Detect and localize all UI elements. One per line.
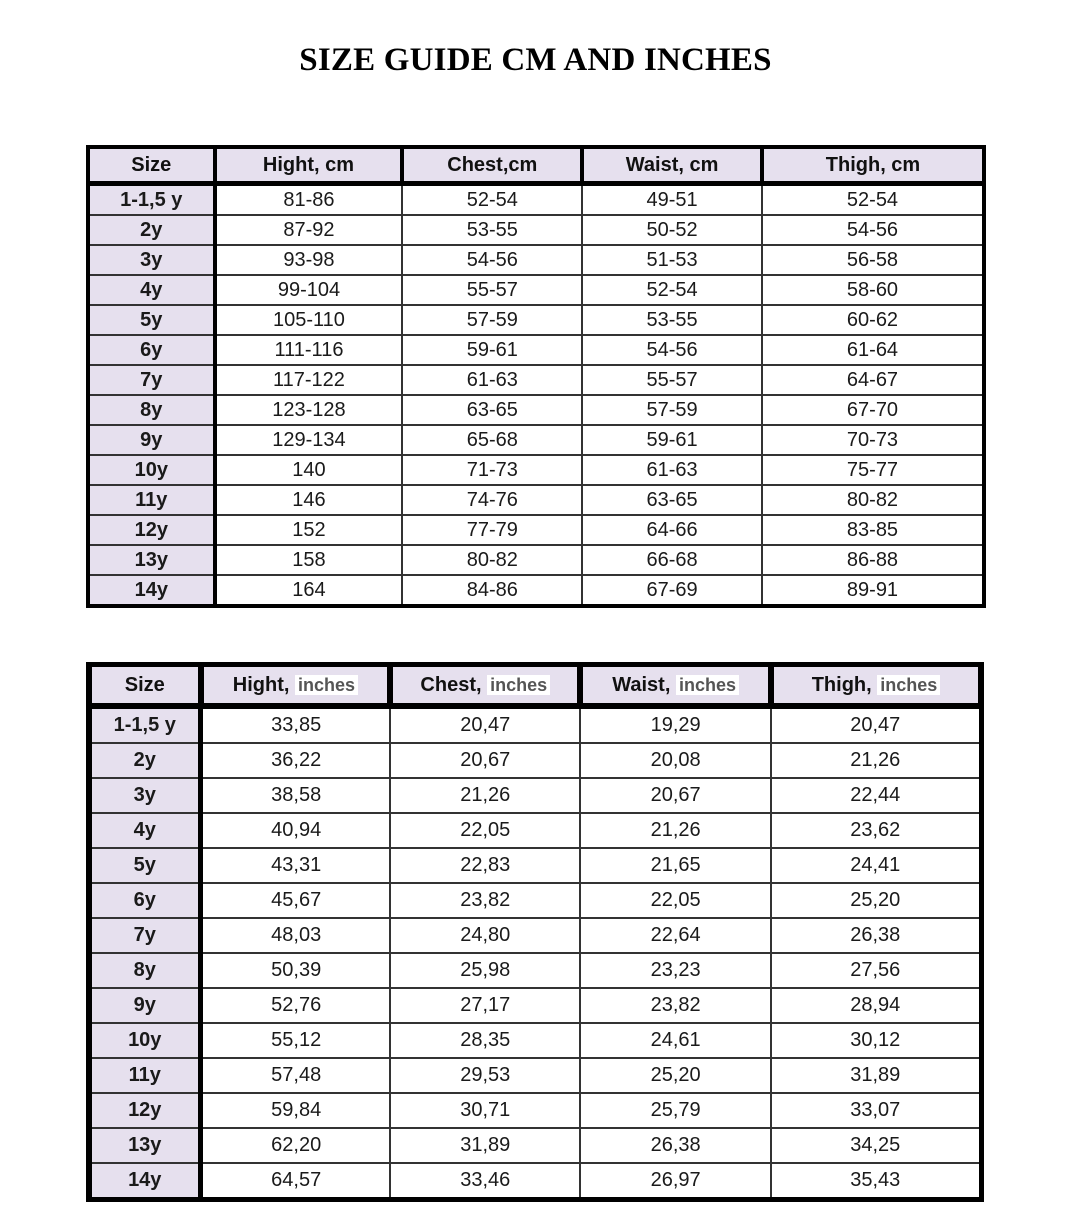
table-row	[89, 813, 981, 848]
value-cell: 20,67	[390, 743, 580, 778]
header-label: Hight,	[232, 673, 290, 696]
table-row	[88, 335, 984, 365]
value-cell: 74-76	[402, 485, 582, 515]
value-cell: 34,25	[771, 1128, 981, 1163]
size-cell: 5y	[88, 305, 215, 335]
value-cell: 38,58	[201, 778, 391, 813]
value-cell: 33,85	[201, 706, 391, 743]
value-cell: 89-91	[762, 575, 984, 606]
table-row	[88, 485, 984, 515]
value-cell: 55,12	[201, 1023, 391, 1058]
size-cell: 2y	[88, 215, 215, 245]
value-cell: 21,26	[771, 743, 981, 778]
value-cell: 57-59	[402, 305, 582, 335]
value-cell: 129-134	[215, 425, 403, 455]
size-cell: 2y	[89, 743, 201, 778]
table-row	[89, 1163, 981, 1200]
size-cell: 10y	[89, 1023, 201, 1058]
table-row	[88, 575, 984, 606]
size-cell: 8y	[88, 395, 215, 425]
value-cell: 54-56	[582, 335, 762, 365]
value-cell: 33,07	[771, 1093, 981, 1128]
size-cell: 7y	[89, 918, 201, 953]
table-row	[89, 1023, 981, 1058]
header-label: Size	[124, 673, 165, 696]
value-cell: 21,26	[390, 778, 580, 813]
header-label: Waist,	[612, 673, 671, 696]
value-cell: 24,61	[580, 1023, 771, 1058]
size-cell: 9y	[89, 988, 201, 1023]
table-row	[88, 365, 984, 395]
value-cell: 152	[215, 515, 403, 545]
value-cell: 71-73	[402, 455, 582, 485]
header-unit: inches	[487, 675, 550, 695]
table-row	[89, 848, 981, 883]
value-cell: 21,26	[580, 813, 771, 848]
size-cell: 8y	[89, 953, 201, 988]
table-row	[89, 743, 981, 778]
header-label: Thigh,	[811, 673, 872, 696]
size-cell: 7y	[88, 365, 215, 395]
value-cell: 93-98	[215, 245, 403, 275]
value-cell: 66-68	[582, 545, 762, 575]
size-cell: 12y	[89, 1093, 201, 1128]
table-row	[88, 455, 984, 485]
table-row	[88, 275, 984, 305]
value-cell: 123-128	[215, 395, 403, 425]
size-cell: 9y	[88, 425, 215, 455]
value-cell: 22,83	[390, 848, 580, 883]
size-cell: 3y	[89, 778, 201, 813]
value-cell: 53-55	[402, 215, 582, 245]
header-unit: inches	[877, 675, 940, 695]
value-cell: 40,94	[201, 813, 391, 848]
value-cell: 54-56	[762, 215, 984, 245]
value-cell: 55-57	[582, 365, 762, 395]
value-cell: 52-54	[402, 184, 582, 216]
value-cell: 80-82	[402, 545, 582, 575]
column-header	[771, 665, 981, 707]
value-cell: 51-53	[582, 245, 762, 275]
column-header: Waist, cm	[582, 147, 762, 184]
value-cell: 31,89	[771, 1058, 981, 1093]
value-cell: 80-82	[762, 485, 984, 515]
header-unit: inches	[295, 675, 358, 695]
table-row	[89, 988, 981, 1023]
value-cell: 45,67	[201, 883, 391, 918]
header-unit: inches	[676, 675, 739, 695]
size-cell: 13y	[88, 545, 215, 575]
value-cell: 49-51	[582, 184, 762, 216]
value-cell: 146	[215, 485, 403, 515]
value-cell: 59-61	[402, 335, 582, 365]
size-cell: 12y	[88, 515, 215, 545]
table-row	[89, 1093, 981, 1128]
table-row	[89, 918, 981, 953]
value-cell: 22,05	[390, 813, 580, 848]
column-header	[201, 665, 391, 707]
value-cell: 20,08	[580, 743, 771, 778]
value-cell: 58-60	[762, 275, 984, 305]
value-cell: 22,05	[580, 883, 771, 918]
value-cell: 23,62	[771, 813, 981, 848]
value-cell: 20,67	[580, 778, 771, 813]
value-cell: 23,23	[580, 953, 771, 988]
value-cell: 67-69	[582, 575, 762, 606]
value-cell: 83-85	[762, 515, 984, 545]
value-cell: 25,98	[390, 953, 580, 988]
value-cell: 28,35	[390, 1023, 580, 1058]
value-cell: 25,20	[771, 883, 981, 918]
size-table-cm	[86, 145, 986, 608]
column-header: Chest,cm	[402, 147, 582, 184]
value-cell: 81-86	[215, 184, 403, 216]
value-cell: 30,71	[390, 1093, 580, 1128]
value-cell: 25,79	[580, 1093, 771, 1128]
table-row	[88, 215, 984, 245]
value-cell: 70-73	[762, 425, 984, 455]
table-row	[89, 953, 981, 988]
size-cell: 4y	[89, 813, 201, 848]
value-cell: 25,20	[580, 1058, 771, 1093]
value-cell: 28,94	[771, 988, 981, 1023]
value-cell: 27,17	[390, 988, 580, 1023]
page-title: SIZE GUIDE CM AND INCHES	[299, 42, 772, 79]
column-header: Hight, cm	[215, 147, 403, 184]
value-cell: 63-65	[582, 485, 762, 515]
value-cell: 61-64	[762, 335, 984, 365]
value-cell: 56-58	[762, 245, 984, 275]
value-cell: 140	[215, 455, 403, 485]
size-cell: 1-1,5 y	[88, 184, 215, 216]
value-cell: 86-88	[762, 545, 984, 575]
size-cell: 5y	[89, 848, 201, 883]
size-cell: 10y	[88, 455, 215, 485]
size-cell: 11y	[89, 1058, 201, 1093]
value-cell: 48,03	[201, 918, 391, 953]
column-header	[580, 665, 771, 707]
value-cell: 53-55	[582, 305, 762, 335]
value-cell: 61-63	[582, 455, 762, 485]
value-cell: 29,53	[390, 1058, 580, 1093]
value-cell: 52-54	[762, 184, 984, 216]
value-cell: 54-56	[402, 245, 582, 275]
value-cell: 20,47	[771, 706, 981, 743]
table-row	[89, 778, 981, 813]
table-row	[89, 883, 981, 918]
table-row	[89, 1058, 981, 1093]
size-cell: 14y	[88, 575, 215, 606]
value-cell: 67-70	[762, 395, 984, 425]
value-cell: 31,89	[390, 1128, 580, 1163]
value-cell: 36,22	[201, 743, 391, 778]
value-cell: 64-67	[762, 365, 984, 395]
value-cell: 30,12	[771, 1023, 981, 1058]
table-header-row	[89, 665, 981, 707]
value-cell: 164	[215, 575, 403, 606]
value-cell: 111-116	[215, 335, 403, 365]
column-header: Size	[88, 147, 215, 184]
header-label: Chest,	[420, 673, 482, 696]
table-header-row	[88, 147, 984, 184]
value-cell: 23,82	[390, 883, 580, 918]
column-header: Thigh, cm	[762, 147, 984, 184]
value-cell: 50,39	[201, 953, 391, 988]
value-cell: 52-54	[582, 275, 762, 305]
value-cell: 26,38	[771, 918, 981, 953]
value-cell: 61-63	[402, 365, 582, 395]
value-cell: 64-66	[582, 515, 762, 545]
value-cell: 65-68	[402, 425, 582, 455]
value-cell: 23,82	[580, 988, 771, 1023]
value-cell: 84-86	[402, 575, 582, 606]
value-cell: 24,41	[771, 848, 981, 883]
table-row	[88, 425, 984, 455]
value-cell: 105-110	[215, 305, 403, 335]
value-cell: 19,29	[580, 706, 771, 743]
value-cell: 43,31	[201, 848, 391, 883]
value-cell: 33,46	[390, 1163, 580, 1200]
size-table-inches	[86, 662, 984, 1202]
table-row	[88, 515, 984, 545]
value-cell: 55-57	[402, 275, 582, 305]
table-row	[88, 395, 984, 425]
column-header	[390, 665, 580, 707]
value-cell: 63-65	[402, 395, 582, 425]
value-cell: 57,48	[201, 1058, 391, 1093]
value-cell: 52,76	[201, 988, 391, 1023]
value-cell: 22,64	[580, 918, 771, 953]
size-cell: 4y	[88, 275, 215, 305]
value-cell: 22,44	[771, 778, 981, 813]
value-cell: 57-59	[582, 395, 762, 425]
size-cell: 13y	[89, 1128, 201, 1163]
size-cell: 11y	[88, 485, 215, 515]
size-cell: 1-1,5 y	[89, 706, 201, 743]
table-row	[89, 1128, 981, 1163]
value-cell: 50-52	[582, 215, 762, 245]
value-cell: 158	[215, 545, 403, 575]
value-cell: 62,20	[201, 1128, 391, 1163]
value-cell: 117-122	[215, 365, 403, 395]
value-cell: 75-77	[762, 455, 984, 485]
value-cell: 26,97	[580, 1163, 771, 1200]
value-cell: 60-62	[762, 305, 984, 335]
value-cell: 59,84	[201, 1093, 391, 1128]
size-cell: 3y	[88, 245, 215, 275]
table-row	[88, 545, 984, 575]
value-cell: 99-104	[215, 275, 403, 305]
size-cell: 14y	[89, 1163, 201, 1200]
table-row	[88, 245, 984, 275]
value-cell: 24,80	[390, 918, 580, 953]
value-cell: 20,47	[390, 706, 580, 743]
table-row	[89, 706, 981, 743]
size-cell: 6y	[89, 883, 201, 918]
value-cell: 35,43	[771, 1163, 981, 1200]
value-cell: 27,56	[771, 953, 981, 988]
value-cell: 21,65	[580, 848, 771, 883]
value-cell: 26,38	[580, 1128, 771, 1163]
column-header	[89, 665, 201, 707]
value-cell: 64,57	[201, 1163, 391, 1200]
table-row	[88, 184, 984, 216]
table-row	[88, 305, 984, 335]
value-cell: 87-92	[215, 215, 403, 245]
size-cell: 6y	[88, 335, 215, 365]
value-cell: 77-79	[402, 515, 582, 545]
value-cell: 59-61	[582, 425, 762, 455]
